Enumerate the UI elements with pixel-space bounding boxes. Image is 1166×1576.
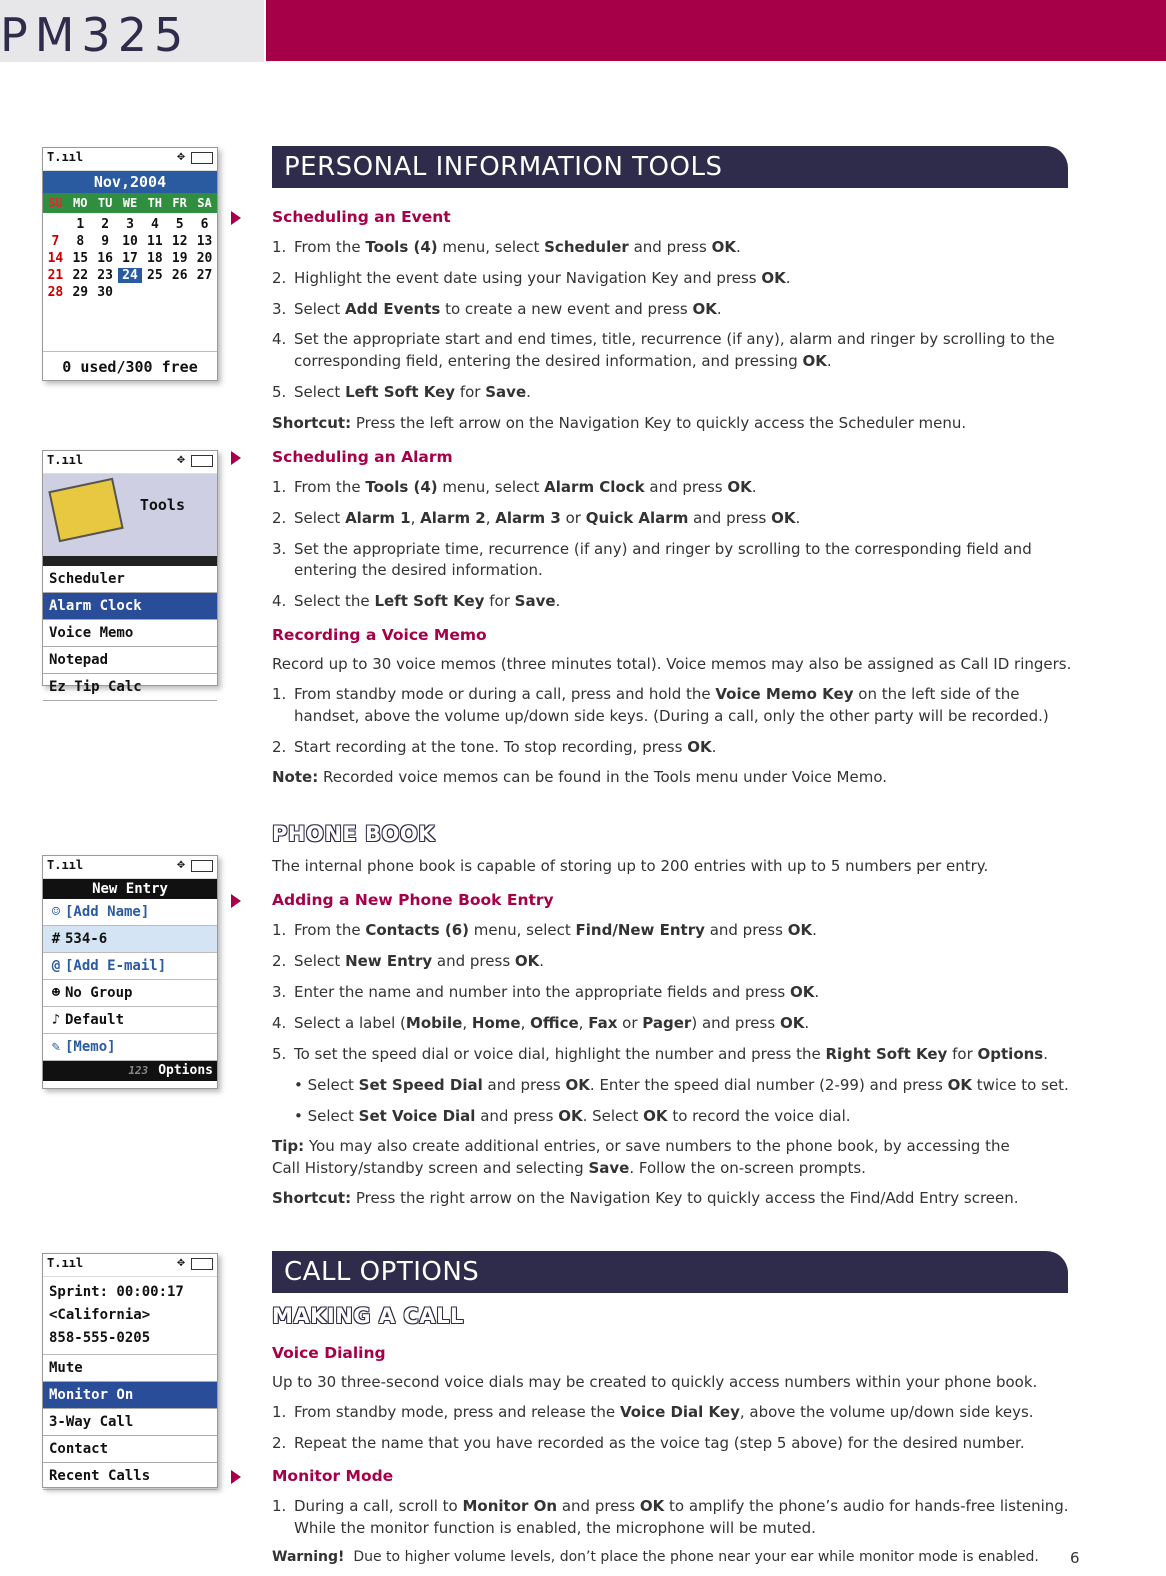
- entry-name[interactable]: ☺ [Add Name]: [43, 899, 217, 926]
- calendar-day[interactable]: [43, 217, 68, 232]
- voice-dialing-step-2: 2. Repeat the name that you have recorded as the voice tag (step 5 above) for the desired number.: [272, 1434, 1025, 1452]
- menu-item[interactable]: Notepad: [43, 647, 217, 674]
- weekday: SU: [48, 196, 63, 210]
- menu-item[interactable]: Recent Calls: [43, 1463, 217, 1490]
- scheduler-step-4-cont: corresponding field, entering the desired information, and pressing OK.: [294, 352, 832, 370]
- bullet-arrow-icon: [231, 211, 241, 225]
- soft-key-bar: [43, 1061, 217, 1081]
- nav-icon: ✥: [177, 452, 185, 467]
- calendar-day[interactable]: 3: [126, 217, 134, 232]
- battery-icon: [191, 860, 213, 872]
- bell-icon: ♪: [51, 1012, 61, 1028]
- options-soft-key[interactable]: Options: [158, 1063, 213, 1078]
- signal-icon: T.ııl: [47, 1256, 84, 1270]
- heading-phone-book: PHONE BOOK: [272, 822, 436, 846]
- pb-bullet-voice-dial: • Select Set Voice Dial and press OK. Select OK to record the voice dial.: [294, 1107, 851, 1125]
- menu-item[interactable]: Voice Memo: [43, 620, 217, 647]
- heading-voice-dialing: Voice Dialing: [272, 1344, 386, 1362]
- heading-making-call: MAKING A CALL: [272, 1304, 464, 1328]
- bullet-arrow-icon: [231, 451, 241, 465]
- weekday: SA: [197, 196, 212, 210]
- header-color-bar: [266, 0, 1166, 61]
- section-banner-call: [272, 1251, 1068, 1293]
- signal-icon: T.ııl: [47, 453, 84, 467]
- calendar-day[interactable]: 13: [196, 234, 213, 249]
- section-title-pim: PERSONAL INFORMATION TOOLS: [284, 152, 723, 182]
- calendar-day[interactable]: 11: [147, 234, 163, 249]
- calendar-footer: 0 used/300 free: [43, 351, 217, 376]
- battery-icon: [191, 1258, 213, 1270]
- bullet-arrow-icon: [231, 1470, 241, 1484]
- weekday: TH: [147, 196, 163, 210]
- calendar-day[interactable]: 12: [171, 234, 188, 249]
- status-bar: [43, 856, 217, 879]
- heading-add-entry: Adding a New Phone Book Entry: [272, 891, 554, 909]
- calendar-day[interactable]: 22: [72, 268, 89, 283]
- calendar-day[interactable]: 28: [47, 285, 64, 300]
- alarm-step-3-cont: entering the desired information.: [294, 561, 543, 579]
- nav-icon: ✥: [177, 1255, 185, 1270]
- page-number: 6: [1070, 1549, 1080, 1567]
- voice-memo-step-2: 2. Start recording at the tone. To stop recording, press OK.: [272, 738, 717, 756]
- pb-step-4: 4. Select a label (Mobile, Home, Office, Fax or Pager) and press OK.: [272, 1014, 810, 1032]
- bullet-arrow-icon: [231, 894, 241, 908]
- calendar-day[interactable]: 18: [147, 251, 163, 266]
- calendar-day-selected[interactable]: 24: [118, 268, 143, 283]
- battery-icon: [191, 152, 213, 164]
- alarm-step-2: 2. Select Alarm 1, Alarm 2, Alarm 3 or Quick Alarm and press OK.: [272, 509, 801, 527]
- number-icon: #: [51, 931, 61, 947]
- voice-memo-intro: Record up to 30 voice memos (three minutes total). Voice memos may also be assigned as Call ID ringers.: [272, 655, 1072, 673]
- pb-step-3: 3. Enter the name and number into the appropriate fields and press OK.: [272, 983, 820, 1001]
- weekday: FR: [172, 196, 187, 210]
- pb-tip-cont: Call History/standby screen and selecting Save. Follow the on-screen prompts.: [272, 1159, 866, 1177]
- phone-screen-tools: [42, 450, 218, 695]
- phone-book-intro: The internal phone book is capable of storing up to 200 entries with up to 5 numbers per entry.: [272, 857, 989, 875]
- heading-scheduling-event: Scheduling an Event: [272, 208, 451, 226]
- menu-item[interactable]: Mute: [43, 1355, 217, 1382]
- pb-step-1: 1. From the Contacts (6) menu, select Find/New Entry and press OK.: [272, 921, 817, 939]
- status-bar: [43, 148, 217, 171]
- section-title-call: CALL OPTIONS: [284, 1257, 480, 1287]
- phone-screen-in-call: [42, 1253, 218, 1488]
- entry-ringer[interactable]: ♪ Default: [43, 1007, 217, 1034]
- scheduler-step-1: 1. From the Tools (4) menu, select Scheduler and press OK.: [272, 238, 741, 256]
- tools-title: Tools: [139, 496, 185, 514]
- monitor-step-1: 1. During a call, scroll to Monitor On and press OK to amplify the phone’s audio for hands-free listening.: [272, 1497, 1069, 1515]
- email-icon: @: [51, 958, 61, 974]
- calendar-day[interactable]: 29: [72, 285, 89, 300]
- model-name: PM325: [0, 8, 191, 62]
- weekday: TU: [97, 196, 113, 210]
- entry-memo[interactable]: ✎ [Memo]: [43, 1034, 217, 1061]
- calendar-day[interactable]: 5: [175, 217, 184, 232]
- pb-tip: Tip: You may also create additional entries, or save numbers to the phone book, by accessing the: [272, 1137, 1010, 1155]
- calendar-day[interactable]: 2: [101, 217, 110, 232]
- signal-icon: T.ııl: [47, 150, 84, 164]
- calendar-day[interactable]: 9: [101, 234, 110, 249]
- new-entry-title: New Entry: [43, 879, 217, 899]
- voice-memo-step-1-cont: handset, above the volume up/down side keys. (During a call, only the other party will be recorded.): [294, 707, 1049, 725]
- nav-icon: ✥: [177, 149, 185, 164]
- heading-monitor-mode: Monitor Mode: [272, 1467, 394, 1485]
- call-number: 858-555-0205: [49, 1330, 151, 1346]
- calendar-grid: [43, 213, 217, 300]
- scheduler-step-3: 3. Select Add Events to create a new event and press OK.: [272, 300, 722, 318]
- calendar-day[interactable]: 16: [97, 251, 113, 266]
- calendar-day[interactable]: 7: [51, 234, 60, 249]
- battery-icon: [191, 455, 213, 467]
- voice-memo-step-1: 1. From standby mode or during a call, press and hold the Voice Memo Key on the left side of the: [272, 685, 1020, 703]
- calendar-day[interactable]: 25: [147, 268, 163, 283]
- monitor-warning: Warning! Due to higher volume levels, don’t place the phone near your ear while monitor mode is enabled.: [272, 1549, 1039, 1565]
- pb-bullet-speed-dial: • Select Set Speed Dial and press OK. Enter the speed dial number (2-99) and press OK twice to set.: [294, 1076, 1069, 1094]
- calendar-day[interactable]: 20: [196, 251, 213, 266]
- calendar-day[interactable]: 8: [76, 234, 85, 249]
- calendar-day[interactable]: 30: [97, 285, 113, 300]
- tools-folder-icon: [48, 478, 123, 543]
- calendar-day[interactable]: 27: [196, 268, 213, 283]
- alarm-step-1: 1. From the Tools (4) menu, select Alarm Clock and press OK.: [272, 478, 757, 496]
- heading-voice-memo: Recording a Voice Memo: [272, 626, 487, 644]
- calendar-day[interactable]: 19: [171, 251, 188, 266]
- heading-scheduling-alarm: Scheduling an Alarm: [272, 448, 453, 466]
- menu-item[interactable]: Contact: [43, 1436, 217, 1463]
- menu-item[interactable]: Ez Tip Calc: [43, 674, 217, 701]
- voice-memo-note: Note: Recorded voice memos can be found in the Tools menu under Voice Memo.: [272, 768, 888, 786]
- scheduler-step-5: 5. Select Left Soft Key for Save.: [272, 383, 531, 401]
- entry-email[interactable]: @ [Add E-mail]: [43, 953, 217, 980]
- menu-item-selected[interactable]: Alarm Clock: [43, 593, 217, 620]
- call-timer: Sprint: 00:00:17: [49, 1284, 184, 1300]
- phone-screen-new-entry: [42, 855, 218, 1089]
- status-bar: [43, 1254, 217, 1277]
- person-icon: ☺: [51, 904, 61, 920]
- calendar-day[interactable]: 14: [47, 251, 64, 266]
- weekday: WE: [122, 196, 138, 210]
- voice-dialing-intro: Up to 30 three-second voice dials may be created to quickly access numbers within your phone book.: [272, 1373, 1038, 1391]
- section-banner-pim: [272, 146, 1068, 188]
- scheduler-step-4: 4. Set the appropriate start and end times, title, recurrence (if any), alarm and ringer by scrolling to the: [272, 330, 1055, 348]
- calendar-day[interactable]: 21: [47, 268, 64, 283]
- pb-shortcut: Shortcut: Press the right arrow on the Navigation Key to quickly access the Find/Add Entry screen.: [272, 1189, 1019, 1207]
- calendar-day[interactable]: 6: [200, 217, 209, 232]
- menu-item[interactable]: Scheduler: [43, 566, 217, 593]
- signal-icon: T.ııl: [47, 858, 84, 872]
- nav-icon: ✥: [177, 857, 185, 872]
- voice-dialing-step-1: 1. From standby mode, press and release the Voice Dial Key, above the volume up/down side keys.: [272, 1403, 1034, 1421]
- alarm-step-4: 4. Select the Left Soft Key for Save.: [272, 592, 561, 610]
- calendar-day[interactable]: 10: [122, 234, 138, 249]
- call-location: <California>: [49, 1307, 151, 1323]
- weekday: MO: [73, 196, 88, 210]
- group-icon: ☻: [51, 985, 61, 1001]
- pb-step-2: 2. Select New Entry and press OK.: [272, 952, 545, 970]
- input-mode: 123: [128, 1064, 149, 1077]
- scheduler-shortcut: Shortcut: Press the left arrow on the Navigation Key to quickly access the Scheduler menu.: [272, 414, 967, 432]
- call-info: [43, 1277, 217, 1355]
- menu-item-selected[interactable]: Monitor On: [43, 1382, 217, 1409]
- scheduler-step-2: 2. Highlight the event date using your Navigation Key and press OK.: [272, 269, 791, 287]
- calendar-day[interactable]: 1: [76, 217, 85, 232]
- calendar-day[interactable]: 4: [150, 217, 159, 232]
- entry-number[interactable]: # 534-6: [43, 926, 217, 953]
- calendar-day[interactable]: 26: [171, 268, 188, 283]
- monitor-step-1-cont: While the monitor function is enabled, the microphone will be muted.: [294, 1519, 816, 1537]
- status-bar: [43, 451, 217, 474]
- pb-step-5: 5. To set the speed dial or voice dial, highlight the number and press the Right Soft Key for Options.: [272, 1045, 1049, 1063]
- calendar-month: Nov,2004: [43, 171, 217, 193]
- entry-group[interactable]: ☻ No Group: [43, 980, 217, 1007]
- calendar-day[interactable]: 17: [122, 251, 138, 266]
- calendar-day[interactable]: 23: [97, 268, 113, 283]
- menu-scrollbar[interactable]: [43, 556, 217, 566]
- calendar-day[interactable]: 15: [72, 251, 89, 266]
- calendar-weekdays: [43, 193, 217, 213]
- alarm-step-3: 3. Set the appropriate time, recurrence (if any) and ringer by scrolling to the corresponding field and: [272, 540, 1032, 558]
- menu-item[interactable]: 3-Way Call: [43, 1409, 217, 1436]
- phone-screen-calendar: [42, 147, 218, 381]
- tools-hero: [43, 474, 217, 556]
- memo-icon: ✎: [51, 1039, 61, 1055]
